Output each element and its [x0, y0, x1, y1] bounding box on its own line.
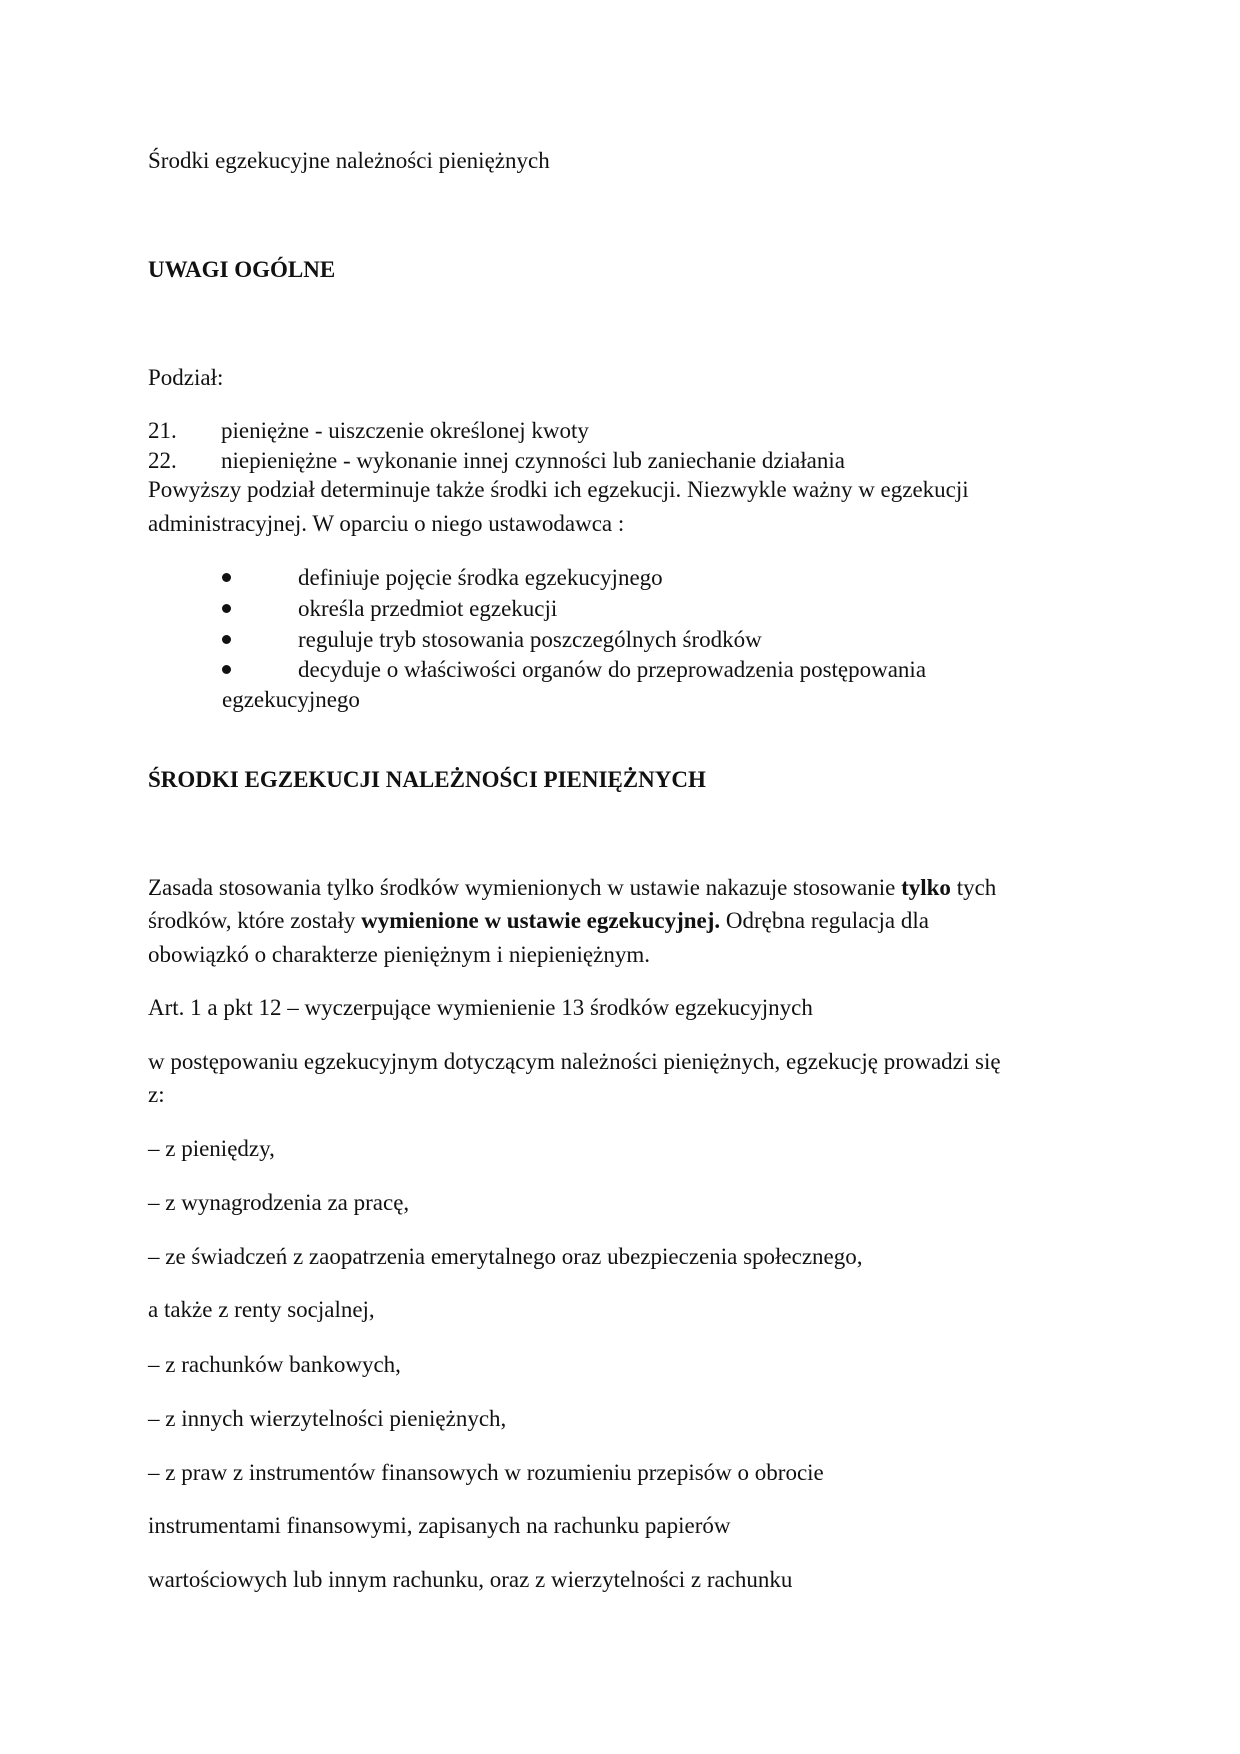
list-item: – z pieniędzy, [148, 1136, 275, 1161]
list-item: – z praw z instrumentów finansowych w rozumieniu przepisów o obrocie [148, 1460, 824, 1485]
document-title: Środki egzekucyjne należności pieniężnych [148, 148, 550, 173]
bullet-icon [222, 573, 231, 582]
section-heading-general: UWAGI OGÓLNE [148, 257, 336, 282]
list-item: niepieniężne - wykonanie innej czynności lub zaniechanie działania [221, 448, 845, 473]
paragraph-line: w postępowaniu egzekucyjnym dotyczącym należności pieniężnych, egzekucję prowadzi się [148, 1049, 1001, 1074]
paragraph-line: z: [148, 1082, 165, 1107]
text-run: Zasada stosowania tylko środków wymienionych w ustawie nakazuje stosowanie [148, 875, 902, 900]
text-run: tych [950, 875, 997, 900]
list-item: instrumentami finansowymi, zapisanych na rachunku papierów [148, 1513, 731, 1538]
section-heading-measures: ŚRODKI EGZEKUCJI NALEŻNOŚCI PIENIĘŻNYCH [148, 767, 706, 792]
list-item: – z rachunków bankowych, [148, 1352, 401, 1377]
bullet-icon [222, 635, 231, 644]
list-item-continuation: egzekucyjnego [222, 687, 360, 712]
bold-text-run: tylko [901, 875, 951, 900]
list-item: decyduje o właściwości organów do przeprowadzenia postępowania [298, 657, 927, 682]
list-item: pieniężne - uiszczenie określonej kwoty [221, 418, 589, 443]
article-reference: Art. 1 a pkt 12 – wyczerpujące wymienienie 13 środków egzekucyjnych [148, 995, 813, 1020]
bold-text-run: wymienione w ustawie egzekucyjnej. [361, 908, 721, 933]
text-run: środków, które zostały [148, 908, 362, 933]
list-item: definiuje pojęcie środka egzekucyjnego [298, 565, 663, 590]
paragraph-line: administracyjnej. W oparciu o niego ustawodawca : [148, 511, 625, 536]
list-item: reguluje tryb stosowania poszczególnych środków [298, 627, 762, 652]
paragraph-line [148, 906, 929, 936]
list-item: a także z renty socjalnej, [148, 1297, 375, 1322]
paragraph-line: Powyższy podział determinuje także środki ich egzekucji. Niezwykle ważny w egzekucji [148, 477, 969, 502]
list-number: 22. [148, 448, 177, 473]
list-item: określa przedmiot egzekucji [298, 596, 558, 621]
list-item: wartościowych lub innym rachunku, oraz z wierzytelności z rachunku [148, 1567, 793, 1592]
list-item: – ze świadczeń z zaopatrzenia emerytalnego oraz ubezpieczenia społecznego, [148, 1244, 863, 1269]
division-label: Podział: [148, 365, 224, 390]
text-run: Odrębna regulacja dla [720, 908, 929, 933]
list-number: 21. [148, 418, 177, 443]
list-item: – z innych wierzytelności pieniężnych, [148, 1406, 507, 1431]
bullet-icon [222, 604, 231, 613]
paragraph-line [148, 873, 996, 903]
list-item: – z wynagrodzenia za pracę, [148, 1190, 410, 1215]
bullet-icon [222, 665, 231, 674]
paragraph-line: obowiązkó o charakterze pieniężnym i niepieniężnym. [148, 942, 650, 967]
